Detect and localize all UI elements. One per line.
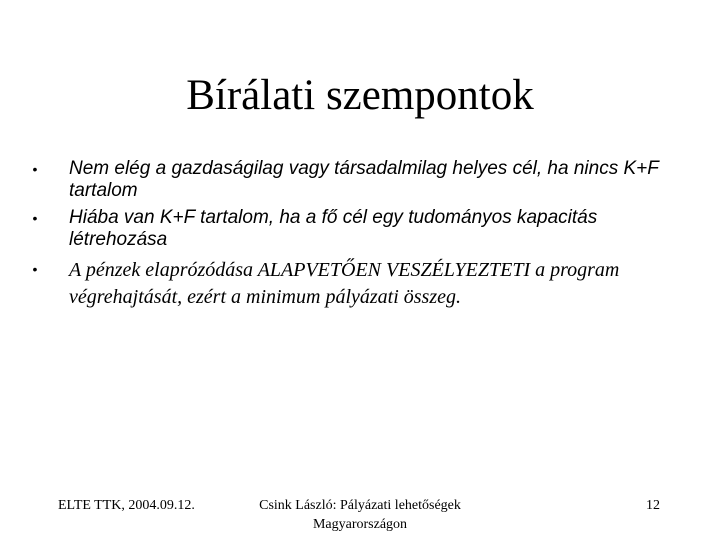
bullet-text: Nem elég a gazdaságilag vagy társadalmilag helyes cél, ha nincs K+F tartalom [69, 158, 659, 201]
footer-author-title-cont: Magyarországon [312, 517, 408, 532]
bullet-text: A pénzek elaprózódása ALAPVETŐEN VESZÉLYEZTETI a program végrehajtását, ezért a minimum pályázati összeg. [69, 259, 620, 308]
bullet-item [27, 207, 687, 251]
footer-center [250, 496, 470, 534]
bullet-marker: • [32, 261, 38, 277]
bullet-text: Hiába van K+F tartalom, ha a fő cél egy tudományos kapacitás létrehozása [69, 207, 598, 250]
bullet-marker: • [32, 210, 38, 226]
bullet-item [27, 158, 687, 202]
slide-title: Bírálati szempontok [186, 72, 534, 119]
bullet-list [27, 158, 687, 311]
footer-date: ELTE TTK, 2004.09.12. [58, 498, 195, 513]
bullet-item [27, 257, 687, 311]
page-number: 12 [646, 498, 660, 513]
bullet-marker: • [32, 161, 38, 177]
footer-author-title: Csink László: Pályázati lehetőségek [259, 498, 461, 513]
